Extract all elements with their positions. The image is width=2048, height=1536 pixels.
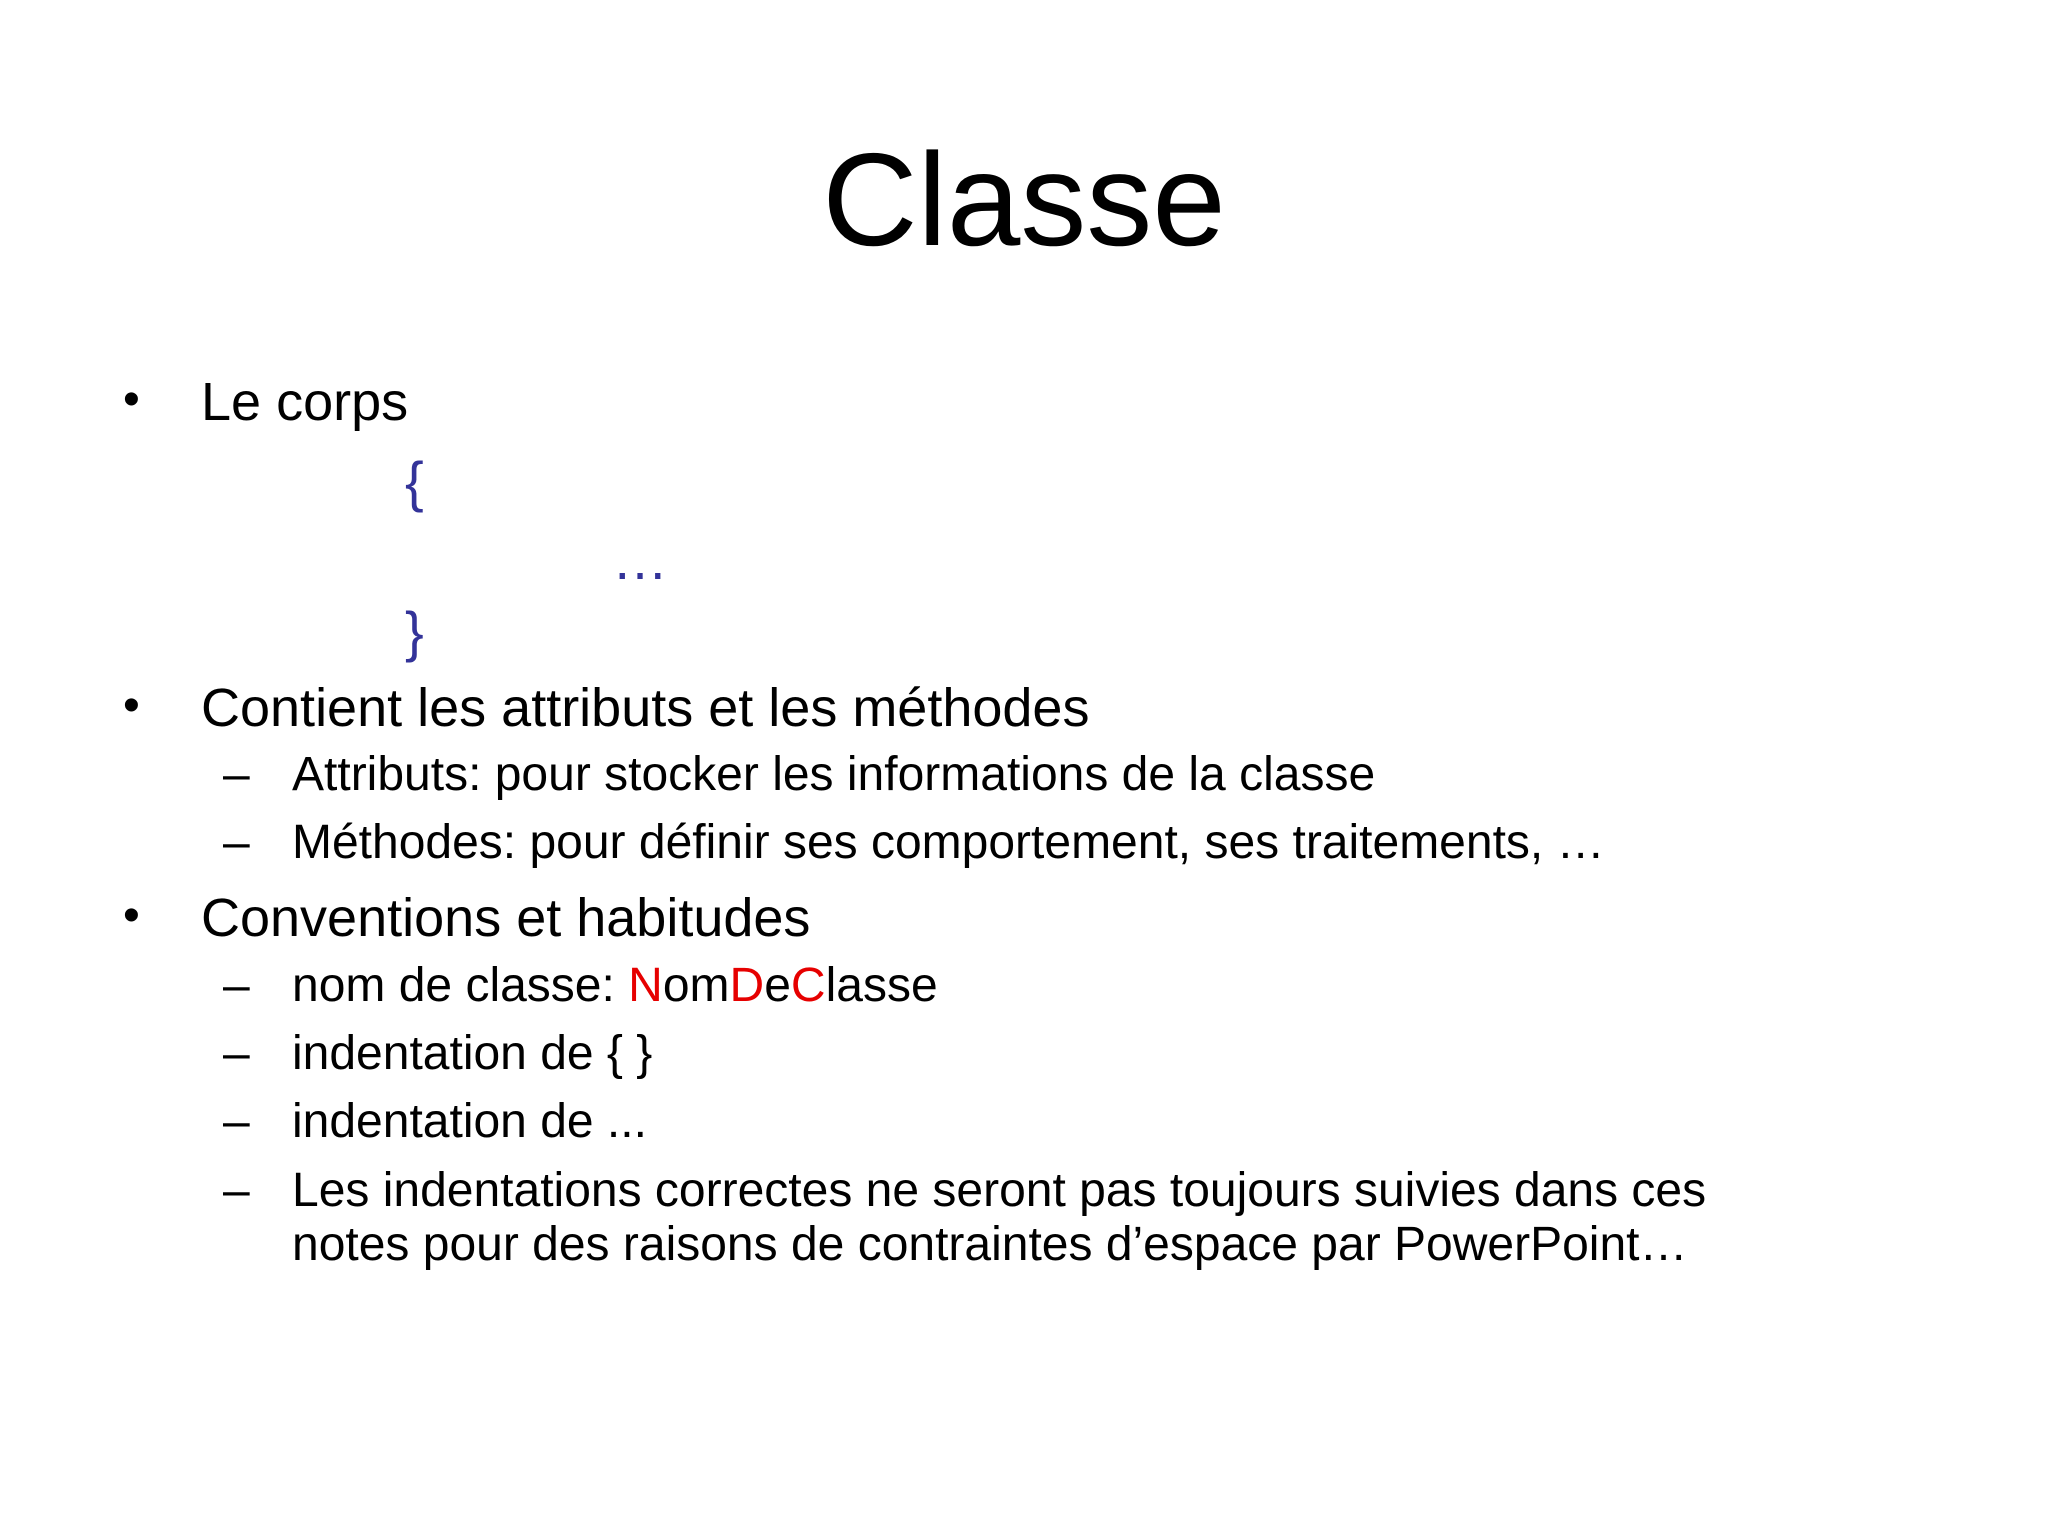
code-open-brace: { [405, 450, 424, 513]
dash-marker: – [223, 816, 250, 869]
sub-indentation-dots: indentation de ... [292, 1095, 647, 1148]
sub-attributs: Attributs: pour stocker les informations de la classe [292, 748, 1376, 801]
highlight-letter-d: D [729, 959, 765, 1012]
sub-nom-de-classe [292, 958, 938, 1014]
highlight-letter-n: N [628, 959, 663, 1012]
dash-marker: – [223, 1027, 250, 1080]
sub-indentations-note-line1: Les indentations correctes ne seront pas toujours suivies dans ces [292, 1164, 1707, 1217]
bullet-conventions: Conventions et habitudes [201, 888, 811, 948]
dash-marker: – [223, 1095, 250, 1148]
class-name-part: om [662, 959, 730, 1012]
dash-marker: – [223, 959, 250, 1012]
dash-marker: – [223, 748, 250, 801]
slide-title: Classe [822, 126, 1226, 273]
highlight-letter-c: C [790, 959, 826, 1012]
sub-nom-prefix: nom de classe: [292, 959, 629, 1012]
code-ellipsis: … [612, 528, 668, 591]
sub-methodes: Méthodes: pour définir ses comportement, ses traitements, … [292, 816, 1605, 869]
code-close-brace: } [405, 600, 424, 663]
bullet-contient: Contient les attributs et les méthodes [201, 678, 1090, 738]
bullet-marker: • [123, 889, 140, 942]
bullet-le-corps: Le corps [201, 372, 409, 432]
sub-indentations-note-line2: notes pour des raisons de contraintes d’espace par PowerPoint… [292, 1218, 1688, 1271]
bullet-marker: • [123, 373, 140, 426]
bullet-marker: • [123, 679, 140, 732]
class-name-part: lasse [825, 959, 938, 1012]
dash-marker: – [223, 1164, 250, 1217]
class-name-part: e [764, 959, 791, 1012]
sub-indentation-braces: indentation de { } [292, 1027, 653, 1080]
